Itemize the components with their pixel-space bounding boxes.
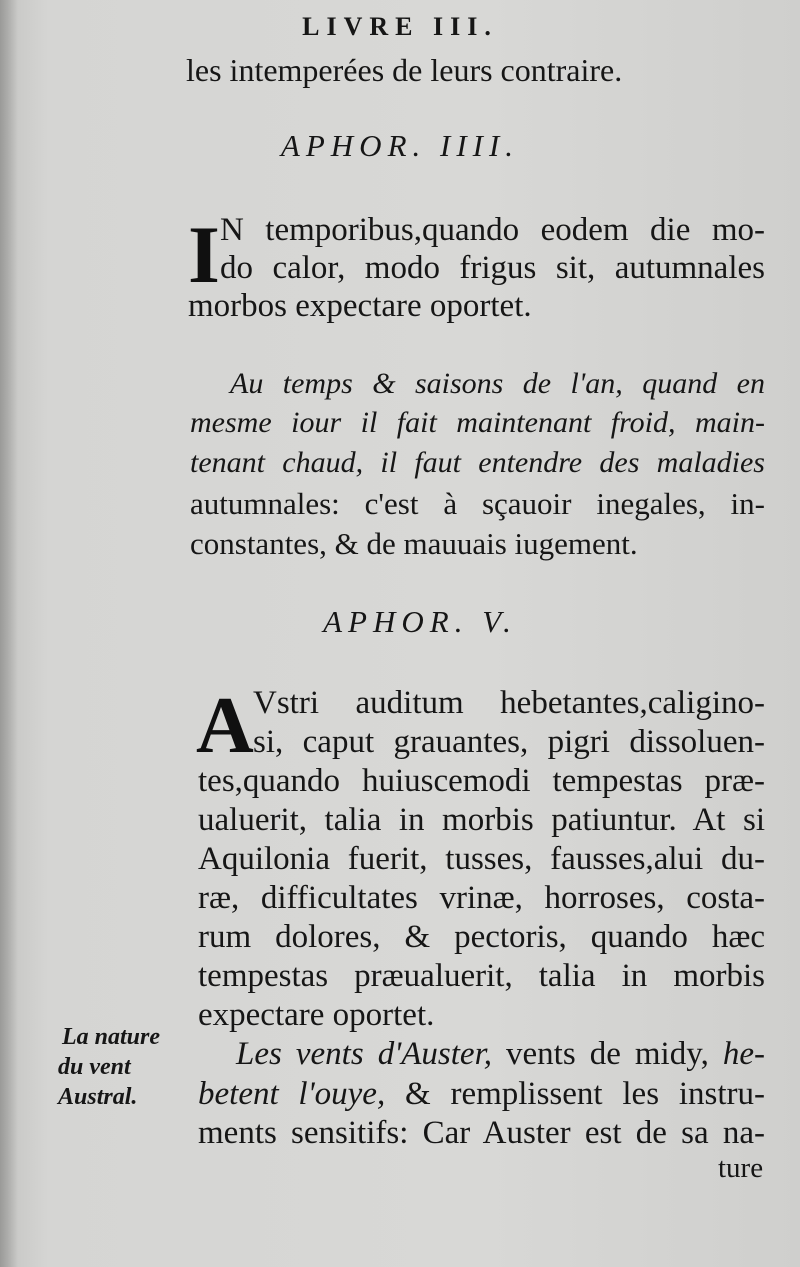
aphor4-french-line-2: mesme iour il fait maintenant froid, main- bbox=[190, 406, 765, 439]
french-italic-fragment-1: Les vents d'Auster, bbox=[236, 1036, 493, 1072]
drop-cap-a: A bbox=[196, 682, 254, 770]
aphor4-french-line-1: Au temps & saisons de l'an, quand en bbox=[230, 367, 765, 400]
aphor4-latin-line-3: morbos expectare oportet. bbox=[188, 288, 532, 324]
aphor4-latin-line-2: do calor, modo frigus sit, autumnales bbox=[220, 250, 765, 286]
margin-note-line-2: du vent bbox=[58, 1054, 131, 1080]
french-italic-fragment-2: betent l'ouye, bbox=[198, 1076, 386, 1112]
aphorism-5-heading: APHOR. V. bbox=[323, 604, 517, 639]
aphor5-latin-line-5: Aquilonia fuerit, tusses, fausses,alui du- bbox=[198, 841, 765, 877]
aphor5-latin-line-6: ræ, difficultates vrinæ, horroses, costa- bbox=[198, 880, 765, 916]
catchword: ture bbox=[718, 1152, 764, 1184]
aphor5-latin-line-4: ualuerit, talia in morbis patiuntur. At si bbox=[198, 802, 765, 838]
margin-note-line-1: La nature bbox=[62, 1024, 161, 1050]
aphor4-french-line-3: tenant chaud, il faut entendre des maladies bbox=[190, 446, 765, 479]
aphor5-latin-line-7: rum dolores, & pectoris, quando hæc bbox=[198, 919, 765, 955]
aphorism-4-heading: APHOR. IIII. bbox=[280, 128, 520, 163]
french-italic-fragment-1b: he- bbox=[708, 1036, 766, 1072]
french-roman-fragment-1: vents de midy, bbox=[492, 1036, 709, 1072]
running-head: LIVRE III. bbox=[302, 12, 498, 41]
aphor5-french-line-1 bbox=[236, 1036, 765, 1073]
aphor5-latin-line-1: Vstri auditum hebetantes,caligino- bbox=[253, 685, 765, 721]
aphor4-french-line-5: constantes, & de mauuais iugement. bbox=[190, 526, 638, 561]
french-roman-fragment-2: & remplissent les instru- bbox=[385, 1076, 765, 1112]
gutter-shadow bbox=[0, 0, 18, 1267]
aphor5-latin-line-9: expectare oportet. bbox=[198, 997, 435, 1033]
aphor4-latin-line-1: N temporibus,quando eodem die mo- bbox=[220, 212, 765, 248]
drop-cap-i: I bbox=[188, 209, 220, 300]
aphor4-french-line-4: autumnales: c'est à sçauoir inegales, in- bbox=[190, 486, 765, 521]
aphor5-latin-line-2: si, caput grauantes, pigri dissoluen- bbox=[253, 724, 765, 760]
intro-line: les intemperées de leurs contraire. bbox=[186, 52, 623, 88]
aphor5-latin-line-8: tempestas præualuerit, talia in morbis bbox=[198, 958, 765, 994]
aphor5-french-line-2 bbox=[198, 1076, 765, 1113]
aphor5-latin-line-3: tes,quando huiuscemodi tempestas præ- bbox=[198, 763, 765, 799]
margin-note bbox=[58, 1022, 160, 1112]
aphor5-french-line-3: ments sensitifs: Car Auster est de sa na- bbox=[198, 1115, 765, 1151]
margin-note-line-3: Austral. bbox=[58, 1084, 138, 1110]
